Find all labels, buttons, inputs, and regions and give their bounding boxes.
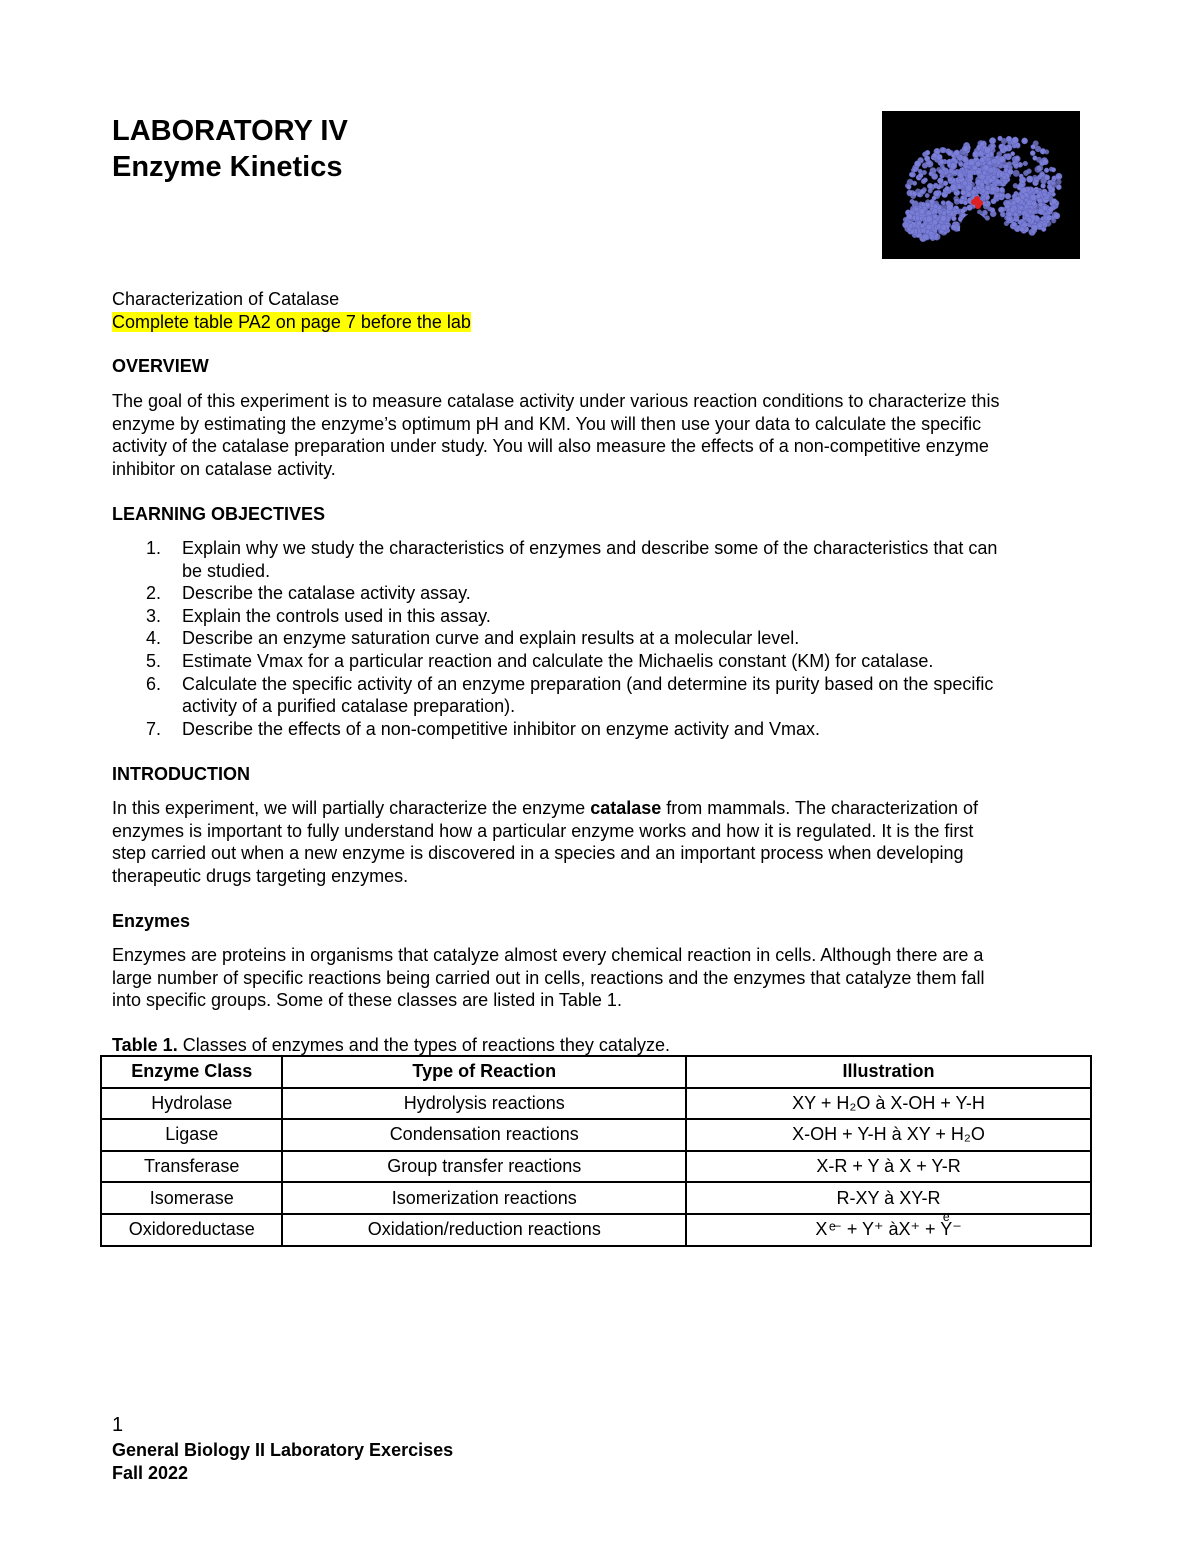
atom-sphere: [982, 210, 987, 215]
atom-sphere: [979, 182, 984, 187]
page-number: 1: [112, 1414, 124, 1436]
atom-sphere: [1051, 218, 1056, 223]
column-header: Type of Reaction: [282, 1056, 686, 1088]
atom-sphere: [1039, 172, 1045, 178]
atom-sphere: [942, 211, 947, 216]
item-number: 7.: [146, 718, 162, 739]
atom-sphere: [1019, 177, 1026, 184]
atom-sphere: [983, 165, 990, 172]
atom-sphere: [984, 147, 991, 154]
text-line: Calculate the specific activity of an enzyme preparation (and determine its purity based on the specific: [182, 673, 994, 694]
atom-sphere: [1043, 192, 1048, 197]
text-line: In this experiment, we will partially characterize the enzyme catalase from mammals. The characterization of: [112, 798, 979, 818]
enzyme-classes-table: [100, 1055, 1092, 1247]
atom-sphere: [967, 205, 973, 211]
atom-sphere: [912, 192, 917, 197]
atom-sphere: [987, 207, 992, 212]
table-row: [101, 1214, 1091, 1246]
table-row: [101, 1151, 1091, 1183]
text-line: activity of a purified catalase preparation).: [182, 696, 516, 717]
atom-sphere: [932, 153, 937, 158]
item-number: 2.: [146, 583, 162, 604]
table-cell: Transferase: [101, 1151, 282, 1183]
atom-sphere: [928, 189, 933, 194]
atom-sphere: [939, 159, 944, 164]
atom-sphere: [1042, 159, 1048, 165]
atom-sphere: [912, 181, 917, 186]
list-item: [112, 627, 1092, 650]
catalase-structure-image: [882, 111, 1080, 259]
item-number: 6.: [146, 673, 162, 694]
table-cell: Oxidation/reduction reactions: [282, 1214, 686, 1246]
atom-sphere: [903, 217, 908, 222]
table-cell: X-OH + Y-H à XY + H₂O: [686, 1119, 1091, 1151]
atom-sphere: [962, 181, 967, 186]
atom-sphere: [1056, 174, 1061, 179]
table-cell: XY + H₂O à X-OH + Y-H: [686, 1088, 1091, 1120]
atom-sphere: [950, 184, 957, 191]
atom-sphere: [962, 146, 968, 152]
atom-sphere: [966, 185, 972, 191]
atom-sphere: [909, 172, 914, 177]
item-number: 3.: [146, 605, 162, 626]
text-line: Estimate Vmax for a particular reaction and calculate the Michaelis constant (KM) for catalase.: [182, 650, 934, 671]
atom-sphere: [1048, 207, 1054, 213]
atom-sphere: [1012, 222, 1017, 227]
enzymes-paragraph: [112, 944, 1092, 1012]
atom-sphere: [954, 199, 960, 205]
atom-sphere: [1004, 221, 1009, 226]
atom-sphere: [1022, 222, 1028, 228]
atom-sphere: [951, 216, 956, 221]
atom-sphere: [920, 189, 925, 194]
atom-sphere: [999, 187, 1004, 192]
atom-sphere: [1046, 215, 1052, 221]
atom-sphere: [952, 157, 956, 161]
atom-sphere: [985, 185, 991, 191]
atom-sphere: [989, 138, 996, 145]
atom-sphere: [1011, 152, 1015, 156]
text-line: step carried out when a new enzyme is discovered in a species and an important process when developing: [112, 843, 964, 864]
text-line: Describe an enzyme saturation curve and explain results at a molecular level.: [182, 628, 800, 649]
table-cell: Group transfer reactions: [282, 1151, 686, 1183]
atom-sphere: [968, 159, 975, 166]
table-cell: Hydrolase: [101, 1088, 282, 1120]
atom-sphere: [1002, 175, 1006, 179]
atom-sphere: [924, 156, 930, 162]
atom-sphere: [1013, 170, 1020, 177]
atom-sphere: [1003, 146, 1009, 152]
atom-sphere: [1030, 151, 1035, 156]
list-item: [112, 537, 1092, 582]
atom-sphere: [1034, 189, 1039, 194]
atom-sphere: [933, 204, 938, 209]
text-line: Explain why we study the characteristics of enzymes and describe some of the characteristics that can: [182, 538, 998, 558]
atom-sphere: [927, 183, 933, 189]
atom-sphere: [902, 222, 909, 229]
atom-sphere: [1042, 205, 1048, 211]
atom-sphere: [1012, 137, 1019, 144]
text-line: activity of the catalase preparation under study. You will also measure the effects of a non-competitive enzyme: [112, 436, 989, 457]
atom-sphere: [1044, 150, 1049, 155]
atom-sphere: [980, 157, 985, 162]
atom-sphere: [919, 209, 925, 215]
atom-sphere: [930, 199, 935, 204]
atom-sphere: [922, 170, 927, 175]
atom-sphere: [962, 156, 968, 162]
enzymes-heading: Enzymes: [112, 911, 191, 931]
molecule-cleft: [960, 213, 988, 245]
atom-sphere: [920, 224, 925, 229]
atom-sphere: [925, 150, 930, 155]
atom-sphere: [1022, 138, 1028, 144]
atom-sphere: [953, 210, 958, 215]
atom-sphere: [1012, 201, 1016, 205]
item-number: 5.: [146, 650, 162, 671]
active-site-atom: [975, 203, 981, 209]
atom-sphere: [1027, 218, 1032, 223]
atom-sphere: [966, 192, 971, 197]
atom-sphere: [994, 192, 1000, 198]
table-row: [101, 1182, 1091, 1214]
table-row: [101, 1119, 1091, 1151]
table-cell: Ligase: [101, 1119, 282, 1151]
table-row: [101, 1088, 1091, 1120]
atom-sphere: [1034, 177, 1040, 183]
column-header: Illustration: [686, 1056, 1091, 1088]
atom-sphere: [1051, 168, 1056, 173]
atom-sphere: [941, 201, 946, 206]
table-cell: R-XY à XY-R: [686, 1182, 1091, 1214]
atom-sphere: [921, 179, 926, 184]
atom-sphere: [950, 163, 957, 170]
protein-molecule-icon: [882, 111, 1080, 259]
atom-sphere: [945, 186, 950, 191]
atom-sphere: [938, 169, 943, 174]
text-line: be studied.: [182, 560, 271, 581]
objectives-heading: LEARNING OBJECTIVES: [112, 504, 326, 524]
atom-sphere: [1031, 144, 1036, 149]
atom-sphere: [929, 235, 934, 240]
atom-sphere: [1013, 183, 1018, 188]
atom-sphere: [940, 147, 946, 153]
atom-sphere: [1015, 156, 1020, 161]
atom-sphere: [987, 161, 992, 166]
list-item: [112, 650, 1092, 673]
text-line: The goal of this experiment is to measure catalase activity under various reaction conditions to characterize this: [112, 391, 1000, 411]
atom-sphere: [1023, 161, 1028, 166]
atom-sphere: [975, 161, 981, 167]
atom-sphere: [957, 173, 963, 179]
atom-sphere: [1005, 193, 1011, 199]
atom-sphere: [1010, 208, 1015, 213]
lab-title: LABORATORY IV: [112, 115, 348, 147]
text-line: therapeutic drugs targeting enzymes.: [112, 865, 409, 886]
atom-sphere: [1036, 157, 1042, 163]
atom-sphere: [1014, 163, 1019, 168]
atom-sphere: [926, 224, 932, 230]
column-header: Enzyme Class: [101, 1056, 282, 1088]
table-caption: Table 1. Classes of enzymes and the types of reactions they catalyze.: [112, 1035, 670, 1055]
overview-heading: OVERVIEW: [112, 356, 209, 376]
list-item: [112, 582, 1092, 605]
footer-term: Fall 2022: [112, 1463, 189, 1483]
atom-sphere: [952, 171, 958, 177]
text-line: Enzymes are proteins in organisms that catalyze almost every chemical reaction in cells. Although there are a: [112, 945, 984, 965]
atom-sphere: [959, 162, 964, 167]
atom-sphere: [961, 209, 966, 214]
atom-sphere: [941, 224, 947, 230]
atom-sphere: [961, 196, 965, 200]
atom-sphere: [1056, 179, 1061, 184]
atom-sphere: [1045, 175, 1050, 180]
atom-sphere: [1051, 199, 1057, 205]
atom-sphere: [1031, 201, 1036, 206]
atom-sphere: [1006, 136, 1012, 142]
item-number: 1.: [146, 538, 162, 558]
atom-sphere: [1013, 212, 1018, 217]
atom-sphere: [971, 190, 976, 195]
atom-sphere: [961, 190, 966, 195]
atom-sphere: [1026, 176, 1033, 183]
table-cell: X-R + Y à X + Y-R: [686, 1151, 1091, 1183]
atom-sphere: [1047, 184, 1052, 189]
atom-sphere: [1042, 222, 1047, 227]
atom-sphere: [1037, 165, 1043, 171]
atom-sphere: [906, 185, 911, 190]
atom-sphere: [908, 224, 913, 229]
text-line: enzymes is important to fully understand how a particular enzyme works and how it is regulated. It is the first: [112, 820, 974, 841]
atom-sphere: [963, 200, 968, 205]
atom-sphere: [923, 234, 929, 240]
text-line: enzyme by estimating the enzyme’s optimum pH and KM. You will then use your data to calculate the specific: [112, 413, 982, 434]
table-cell: Hydrolysis reactions: [282, 1088, 686, 1120]
list-item: [112, 718, 1092, 741]
text-line: Explain the controls used in this assay.: [182, 605, 491, 626]
atom-sphere: [1008, 165, 1013, 170]
highlighted-text: Complete table PA2 on page 7 before the lab: [112, 312, 471, 332]
atom-sphere: [1025, 213, 1030, 218]
atom-sphere: [985, 153, 990, 158]
bold-term: catalase: [590, 798, 662, 818]
overview-paragraph: [112, 390, 1092, 480]
table-cell: Condensation reactions: [282, 1119, 686, 1151]
table-cell: Isomerase: [101, 1182, 282, 1214]
text-line: Describe the effects of a non-competitive inhibitor on enzyme activity and Vmax.: [182, 718, 820, 739]
atom-sphere: [1020, 227, 1025, 232]
list-item: [112, 673, 1092, 718]
table-cell: Isomerization reactions: [282, 1182, 686, 1214]
table-cell: X ͤ⁻ + Y⁺ àX⁺ + Yͤ⁻: [686, 1214, 1091, 1246]
introduction-paragraph: [112, 797, 1092, 887]
table-header-row: [101, 1056, 1091, 1088]
atom-sphere: [1044, 168, 1049, 173]
text-line: large number of specific reactions being carried out in cells, reactions and the enzymes that catalyze them fall: [112, 967, 985, 988]
objectives-list: [112, 537, 1092, 740]
atom-sphere: [995, 179, 1000, 184]
atom-sphere: [1038, 202, 1043, 207]
text-line: into specific groups. Some of these classes are listed in Table 1.: [112, 990, 622, 1011]
atom-sphere: [931, 173, 937, 179]
atom-sphere: [977, 210, 982, 215]
atom-sphere: [951, 224, 957, 230]
section-subtitle: Characterization of Catalase: [112, 289, 340, 309]
atom-sphere: [988, 178, 993, 183]
atom-sphere: [947, 204, 953, 210]
table-cell: Oxidoreductase: [101, 1214, 282, 1246]
atom-sphere: [938, 183, 943, 188]
atom-sphere: [926, 216, 932, 222]
atom-sphere: [914, 207, 919, 212]
atom-sphere: [978, 151, 984, 157]
atom-sphere: [925, 193, 930, 198]
atom-sphere: [1000, 212, 1005, 217]
text-line: Describe the catalase activity assay.: [182, 583, 471, 604]
atom-sphere: [940, 216, 946, 222]
atom-sphere: [948, 177, 953, 182]
text-line: inhibitor on catalase activity.: [112, 458, 336, 479]
atom-sphere: [954, 150, 960, 156]
footer-course: General Biology II Laboratory Exercises: [112, 1440, 454, 1460]
atom-sphere: [967, 173, 973, 179]
atom-sphere: [907, 190, 913, 196]
atom-sphere: [1037, 223, 1042, 228]
atom-sphere: [985, 216, 990, 221]
atom-sphere: [947, 150, 952, 155]
atom-sphere: [1023, 170, 1028, 175]
atom-sphere: [933, 214, 938, 219]
atom-sphere: [926, 211, 932, 217]
highlight-note: [112, 311, 1092, 334]
atom-sphere: [999, 156, 1006, 163]
atom-sphere: [932, 220, 937, 225]
introduction-heading: INTRODUCTION: [112, 764, 250, 784]
atom-sphere: [990, 186, 996, 192]
atom-sphere: [985, 195, 990, 200]
list-item: [112, 605, 1092, 628]
atom-sphere: [1041, 183, 1046, 188]
atom-sphere: [992, 158, 998, 164]
item-number: 4.: [146, 628, 162, 649]
lab-subtitle: Enzyme Kinetics: [112, 151, 343, 183]
atom-sphere: [1054, 213, 1060, 219]
atom-sphere: [914, 161, 920, 167]
atom-sphere: [1019, 205, 1023, 209]
atom-sphere: [1005, 204, 1010, 209]
